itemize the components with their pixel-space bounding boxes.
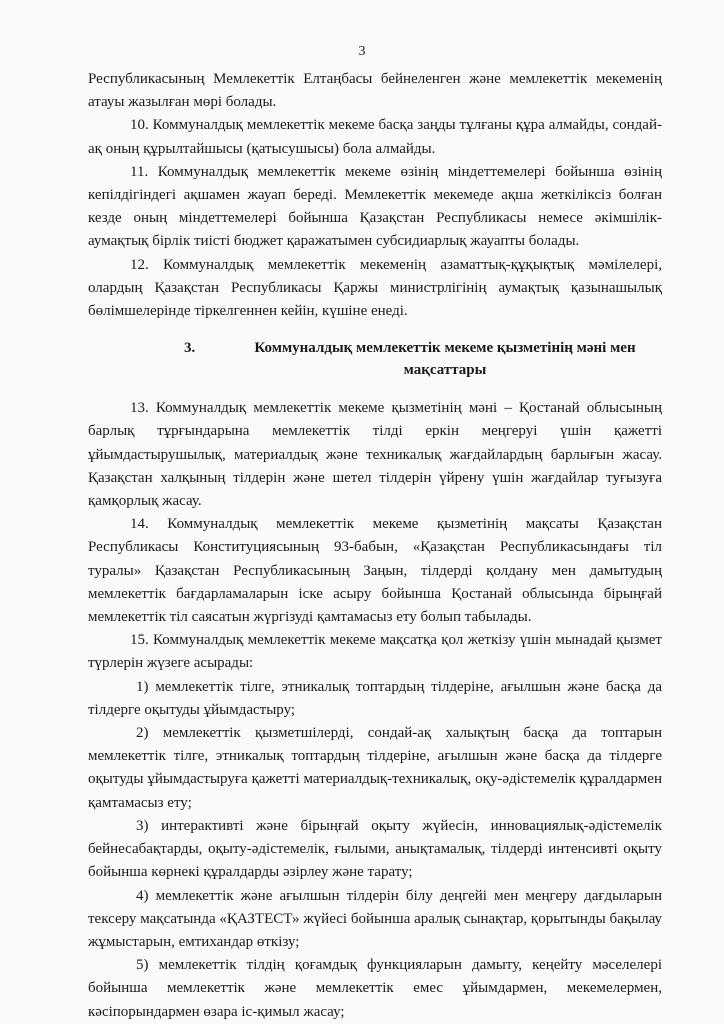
list-item-2: 2) мемлекеттік қызметшілерді, сондай-ақ халықтың басқа да топтарын мемлекеттік тілге, этникалық топтардың тілдеріне, ағылшын және басқа да тілдерге оқытуды ұйымдастыруға қажетті материалдық-техникалық, оқу-әдістемелік құралдармен қамтамасыз ету; [88, 725, 662, 811]
section-heading [88, 337, 662, 381]
paragraph-15: 15. Коммуналдық мемлекеттік мекеме мақсатқа қол жеткізу үшін мынадай қызмет түрлерін жүзеге асырады: [88, 632, 662, 672]
paragraph-12: 12. Коммуналдық мемлекеттік мекеменің азаматтық-құқықтық мәмілелері, олардың Қазақстан Республикасы Қаржы министрлігінің аумақтық қазынашылық бөлімшелерінде тіркелгеннен кейін, күшіне енеді. [88, 256, 662, 320]
paragraph-14: 14. Коммуналдық мемлекеттік мекеме қызметінің мақсаты Қазақстан Республикасы Конституциясының 93-бабын, «Қазақстан Республикасындағы тіл туралы» Қазақстан Республикасының Заңын, тілдерді қолдану мен дамытудың мемлекеттік бағдарламаларын іске асыру бойынша Қостанай облысында бірыңғай мемлекеттік тіл саясатын жүргізуді қамтамасыз ету болып табылады. [88, 516, 662, 626]
paragraph-13: 13. Коммуналдық мемлекеттік мекеме қызметінің мәні – Қостанай облысының барлық тұрғындарына мемлекеттік тілді еркін меңгеруі үшін қажетті ұйымдастырушылық, материалдық және техникалық жағдайлардың барлығын жасау. Қазақстан халқының тілдерін және шетел тілдерін үйрену үшін жағдайлар туғызуға қамқорлық жасау. [88, 400, 662, 510]
list-item-4: 4) мемлекеттік және ағылшын тілдерін білу деңгейі мен меңгеру дағдыларын тексеру мақсатында «ҚАЗТЕСТ» жүйесі бойынша аралық сынақтар, қорытынды бақылау жұмыстарын, емтихандар өткізу; [88, 887, 662, 950]
document-body [88, 68, 662, 1024]
list-item-1: 1) мемлекеттік тілге, этникалық топтардың тілдеріне, ағылшын және басқа да тілдерге оқытуды ұйымдастыру; [88, 678, 662, 718]
section-number: 3. [184, 340, 196, 357]
page-number: 3 [358, 44, 366, 59]
list-item-3: 3) интерактивті және бірыңғай оқыту жүйесін, инновациялық-әдістемелік бейнесабақтарды, оқыту-әдістемелік, ғылыми, анықтамалық, тілдерді интенсивті оқыту бойынша көрнекі құралдарды әзірлеу және тарату; [88, 817, 662, 881]
section-title: Коммуналдық мемлекеттік мекеме қызметінің мәні мен мақсаттары [254, 340, 636, 379]
paragraph-11: 11. Коммуналдық мемлекеттік мекеме өзінің міндеттемелері бойынша өзінің кепілдігіндегі ақшамен жауап береді. Мемлекеттік мекемеде ақша жеткіліксіз болған кезде оның міндеттемелері бойынша Қазақстан Республикасы немесе әкімшілік-аумақтық бірлік тиісті бюджет қаражатымен субсидиарлық жауапты болады. [88, 163, 662, 250]
list-item-5: 5) мемлекеттік тілдің қоғамдық функцияларын дамыту, кеңейту мәселелері бойынша мемлекеттік және мемлекеттік емес ұйымдармен, мекемелермен, кәсіпорындармен өзара іс-қимыл жасау; [88, 957, 662, 1020]
paragraph-10: 10. Коммуналдық мемлекеттік мекеме басқа заңды тұлғаны құра алмайды, сондай-ақ оның құрылтайшысы (қатысушысы) бола алмайды. [88, 117, 662, 157]
paragraph-continuation: Республикасының Мемлекеттік Елтаңбасы бейнеленген және мемлекеттік мекеменің атауы жазылған мөрі болады. [88, 71, 662, 111]
